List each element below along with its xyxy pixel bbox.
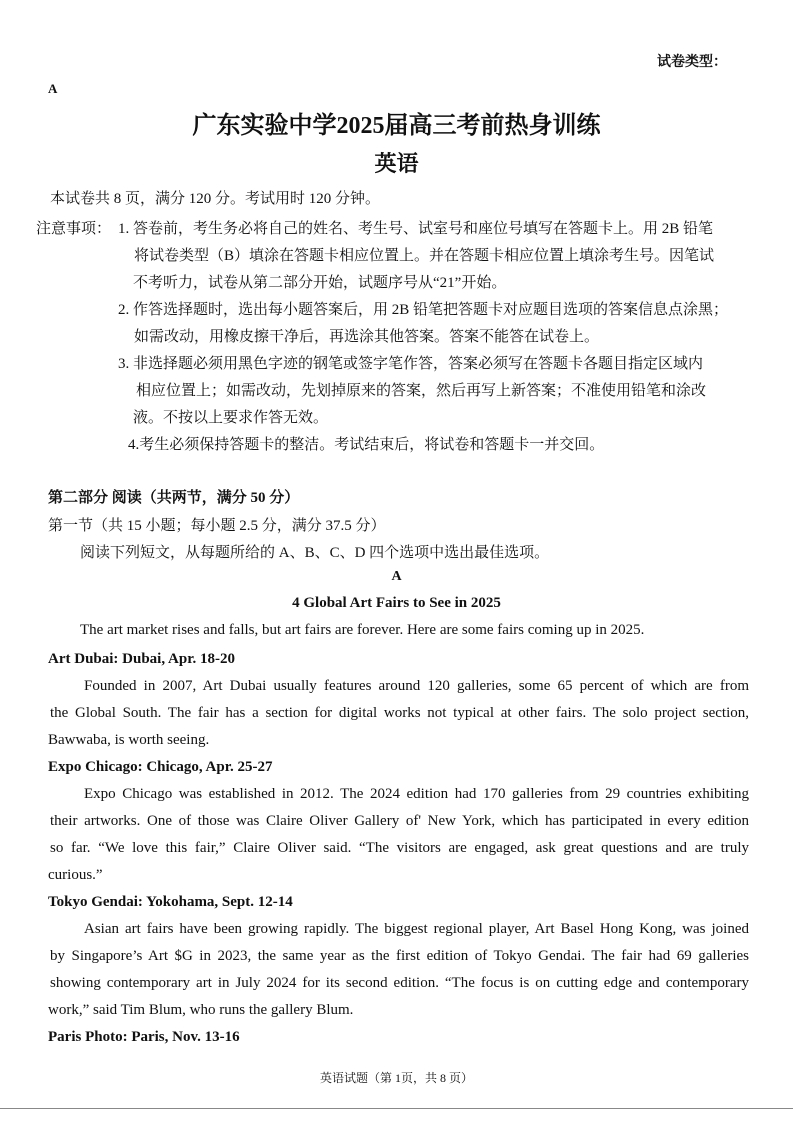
fair-heading-expo-chicago: Expo Chicago: Chicago, Apr. 25-27 — [48, 759, 273, 775]
note-2-line-2: 如需改动，用橡皮擦干净后，再选涂其他答案。答案不能答在试卷上。 — [134, 329, 600, 345]
paragraph-line: so far. “We love this fair,” Claire Oliver said. “The visitors are engaged, ask great questions and are truly — [50, 840, 749, 856]
fair-heading-paris-photo: Paris Photo: Paris, Nov. 13-16 — [48, 1029, 240, 1045]
version-letter: A — [48, 81, 58, 96]
paragraph-line: the Global South. The fair has a section for digital works not typical at other fairs. The solo project section, — [50, 705, 749, 721]
paragraph-line: Bawwaba, is worth seeing. — [48, 732, 210, 748]
notes-label: 注意事项： — [36, 221, 112, 237]
passage-intro: The art market rises and falls, but art fairs are forever. Here are some fairs coming up in 2025. — [80, 622, 645, 638]
part-two-title: 第二部分 阅读（共两节，满分 50 分） — [48, 490, 300, 506]
note-1-line-3: 不考听力，试卷从第二部分开始，试题序号从“21”开始。 — [133, 275, 507, 291]
paragraph-line: curious.” — [48, 867, 103, 883]
paragraph-line: work,” said Tim Blum, who runs the gallery Blum. — [48, 1002, 354, 1018]
paragraph-line: Founded in 2007, Art Dubai usually features around 120 galleries, some 65 percent of which are from — [84, 678, 749, 694]
note-3-line-2: 相应位置上；如需改动，先划掉原来的答案，然后再写上新答案；不准使用铅笔和涂改 — [136, 383, 707, 399]
note-3-line-3: 液。不按以上要求作答无效。 — [133, 410, 329, 426]
paragraph-line: showing contemporary art in July 2024 for its second edition. “The focus is on cutting edge and contemporary — [50, 975, 749, 991]
fair-heading-tokyo-gendai: Tokyo Gendai: Yokohama, Sept. 12-14 — [48, 894, 293, 910]
exam-type-label: 试卷类型： — [657, 55, 727, 70]
note-4: 4.考生必须保持答题卡的整洁。考试结束后，将试卷和答题卡一并交回。 — [128, 437, 605, 453]
subject-title: 英语 — [374, 151, 419, 176]
paragraph-line: their artworks. One of those was Claire Oliver Gallery of' New York, which has participated in every edition — [50, 813, 749, 829]
note-3-line-1: 3. 非选择题必须用黑色字迹的钢笔或签字笔作答，答案必须写在答题卡各题目指定区域内 — [118, 356, 704, 372]
paragraph-line: by Singapore’s Art $G in 2023, the same year as the first edition of Tokyo Gendai. The fair had 69 galleries — [50, 948, 749, 964]
reading-instructions: 阅读下列短文，从每题所给的 A、B、C、D 四个选项中选出最佳选项。 — [80, 545, 550, 561]
footer-rule — [0, 1108, 793, 1109]
exam-intro: 本试卷共 8 页，满分 120 分。考试用时 120 分钟。 — [50, 191, 381, 207]
note-1-line-2: 将试卷类型（B）填涂在答题卡相应位置上。并在答题卡相应位置上填涂考生号。因笔试 — [134, 248, 715, 264]
note-2-line-1: 2. 作答选择题时，选出每小题答案后，用 2B 铅笔把答题卡对应题目选项的答案信息点涂黑； — [118, 302, 729, 318]
passage-title: 4 Global Art Fairs to See in 2025 — [292, 595, 501, 611]
exam-title: 广东实验中学2025届高三考前热身训练 — [192, 113, 601, 139]
fair-heading-art-dubai: Art Dubai: Dubai, Apr. 18-20 — [48, 651, 235, 667]
section-one-title: 第一节（共 15 小题；每小题 2.5 分，满分 37.5 分） — [48, 518, 386, 534]
paragraph-line: Asian art fairs have been growing rapidly. The biggest regional player, Art Basel Hong Kong, was joined — [84, 921, 749, 937]
passage-letter: A — [391, 569, 402, 584]
paragraph-line: Expo Chicago was established in 2012. The 2024 edition had 170 galleries from 29 countries exhibiting — [84, 786, 749, 802]
page-footer: 英语试题（第 1页，共 8 页） — [319, 1071, 473, 1085]
note-1-line-1: 1. 答卷前，考生务必将自己的姓名、考生号、试室号和座位号填写在答题卡上。用 2B 铅笔 — [118, 221, 714, 237]
